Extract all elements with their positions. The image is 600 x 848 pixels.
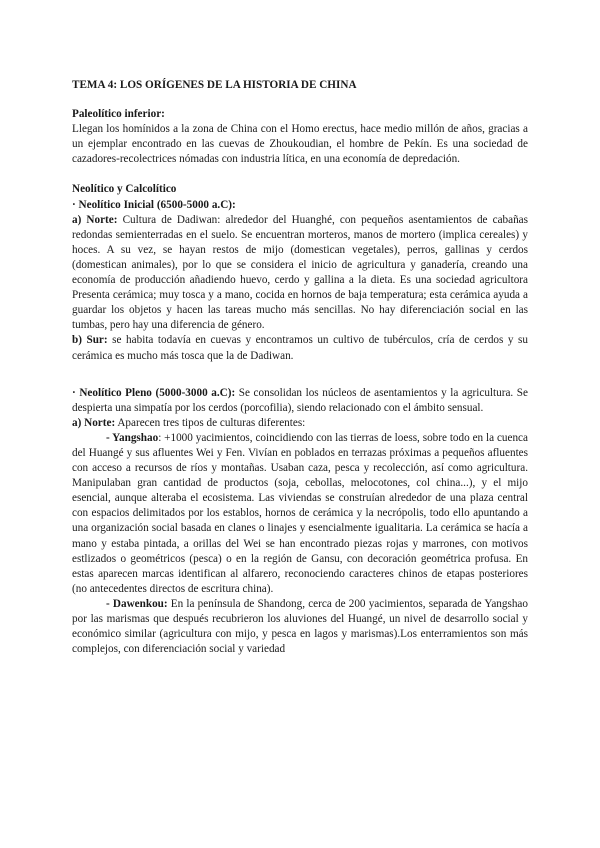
text-sur: se habita todavía en cuevas y encontramos un cultivo de tubérculos, cría de cerdos y su cerámica es mucho más tosca que la de Dadiwan. xyxy=(72,334,528,362)
section-heading-neolitico: Neolítico y Calcolítico xyxy=(72,183,177,196)
paragraph-pleno-norte xyxy=(72,416,528,431)
label-norte: a) Norte: xyxy=(72,213,118,226)
paragraph-dawenkou xyxy=(72,597,528,657)
text-norte: Cultura de Dadiwan: alrededor del Huanghé, con pequeños asentamientos de cabañas redondas semienterradas en el suelo. Se encuentran morteros, manos de mortero (implica cereales) y hoces. A su vez, se hayan restos de mijo (domestican vegetales), perros, gallinas y cerdos (domestican animales), por lo que se considera el inicio de agricultura y ganadería, creando una economía de producción añadiendo huevo, cerdo y gallina a la dieta. Es una sociedad agricultora Presenta cerámica; muy tosca y a mano, cocida en hornos de baja temperatura; esta cerámica ayuda a guardar los objetos y hacen las tareas mucho más sencillas. No hay diferenciación social en las tumbas, pero hay una diferencia de género. xyxy=(72,213,529,332)
paragraph-neolitico-pleno xyxy=(72,386,528,416)
text-dawenkou: En la península de Shandong, cerca de 200 yacimientos, separada de Yangshao por las marismas que después recubrieron los aluviones del Huangé, un nivel de desarrollo social y económico similar (agricultura con mijo, y pesca en lagos y marismas).Los enterramientos son más complejos, con diferenciación social y variedad xyxy=(72,597,528,656)
text-neolitico-pleno: Se consolidan los núcleos de asentamientos y la agricultura. Se despierta una simpatía por los cerdos (porcofilia), siendo relacionado con el ámbito sensual. xyxy=(72,386,528,414)
text-pleno-norte: Aparecen tres tipos de culturas diferentes: xyxy=(115,416,306,429)
subheading-neolitico-inicial: · Neolítico Inicial (6500-5000 a.C): xyxy=(72,198,236,211)
subheading-neolitico-pleno: · Neolítico Pleno (5000-3000 a.C): xyxy=(72,386,236,399)
label-yangshao: - Yangshao xyxy=(106,431,159,444)
section-heading-paleolitico: Paleolítico inferior: xyxy=(72,108,165,121)
paragraph-norte xyxy=(72,213,528,334)
paragraph-sur xyxy=(72,333,528,363)
label-sur: b) Sur: xyxy=(72,334,108,347)
label-pleno-norte: a) Norte: xyxy=(72,416,116,429)
page-title: TEMA 4: LOS ORÍGENES DE LA HISTORIA DE CHINA xyxy=(72,79,357,91)
label-dawenkou: - Dawenkou: xyxy=(106,597,168,610)
paragraph-paleolitico: Llegan los homínidos a la zona de China con el Homo erectus, hace medio millón de años, gracias a un ejemplar encontrado en las cuevas de Zhoukoudian, el hombre de Pekín. Es una sociedad de cazadores-recolectrices nómadas con industria lítica, en una economía de depredación. xyxy=(72,123,528,166)
text-yangshao: : +1000 yacimientos, coincidiendo con las tierras de loess, sobre todo en la cuenca del Huangé y sus afluentes Wei y Fen. Vivían en poblados en terrazas próximas a pequeños afluentes con acceso a recursos de ríos y montañas. Usaban caza, pesca y recolección, así como agricultura. Manipulaban gran cantidad de productos (soja, cebollas, melocotones, col china...), y el mijo esencial, aunque alteraba el ecosistema. Las viviendas se construían alrededor de una plaza central con espacios delimitados por los establos, hornos de cerámica y la necrópolis, todo ello apuntando a una organización social basada en clanes o linajes y esencialmente igualitaria. La cerámica se hacía a mano y estaba pintada, a orillas del Wei se han encontrado piezas rojas y marrones, con motivos estlizados o geométricos (pesca) o en la región de Gansu, con decoración geométrica profusa. En estas aparecen marcas identifican al alfarero, reconociendo caracteres chinos de etapas posteriores (no antecedentes directos de escritura china). xyxy=(72,431,528,595)
document-page xyxy=(72,78,528,657)
paragraph-yangshao xyxy=(72,431,528,597)
